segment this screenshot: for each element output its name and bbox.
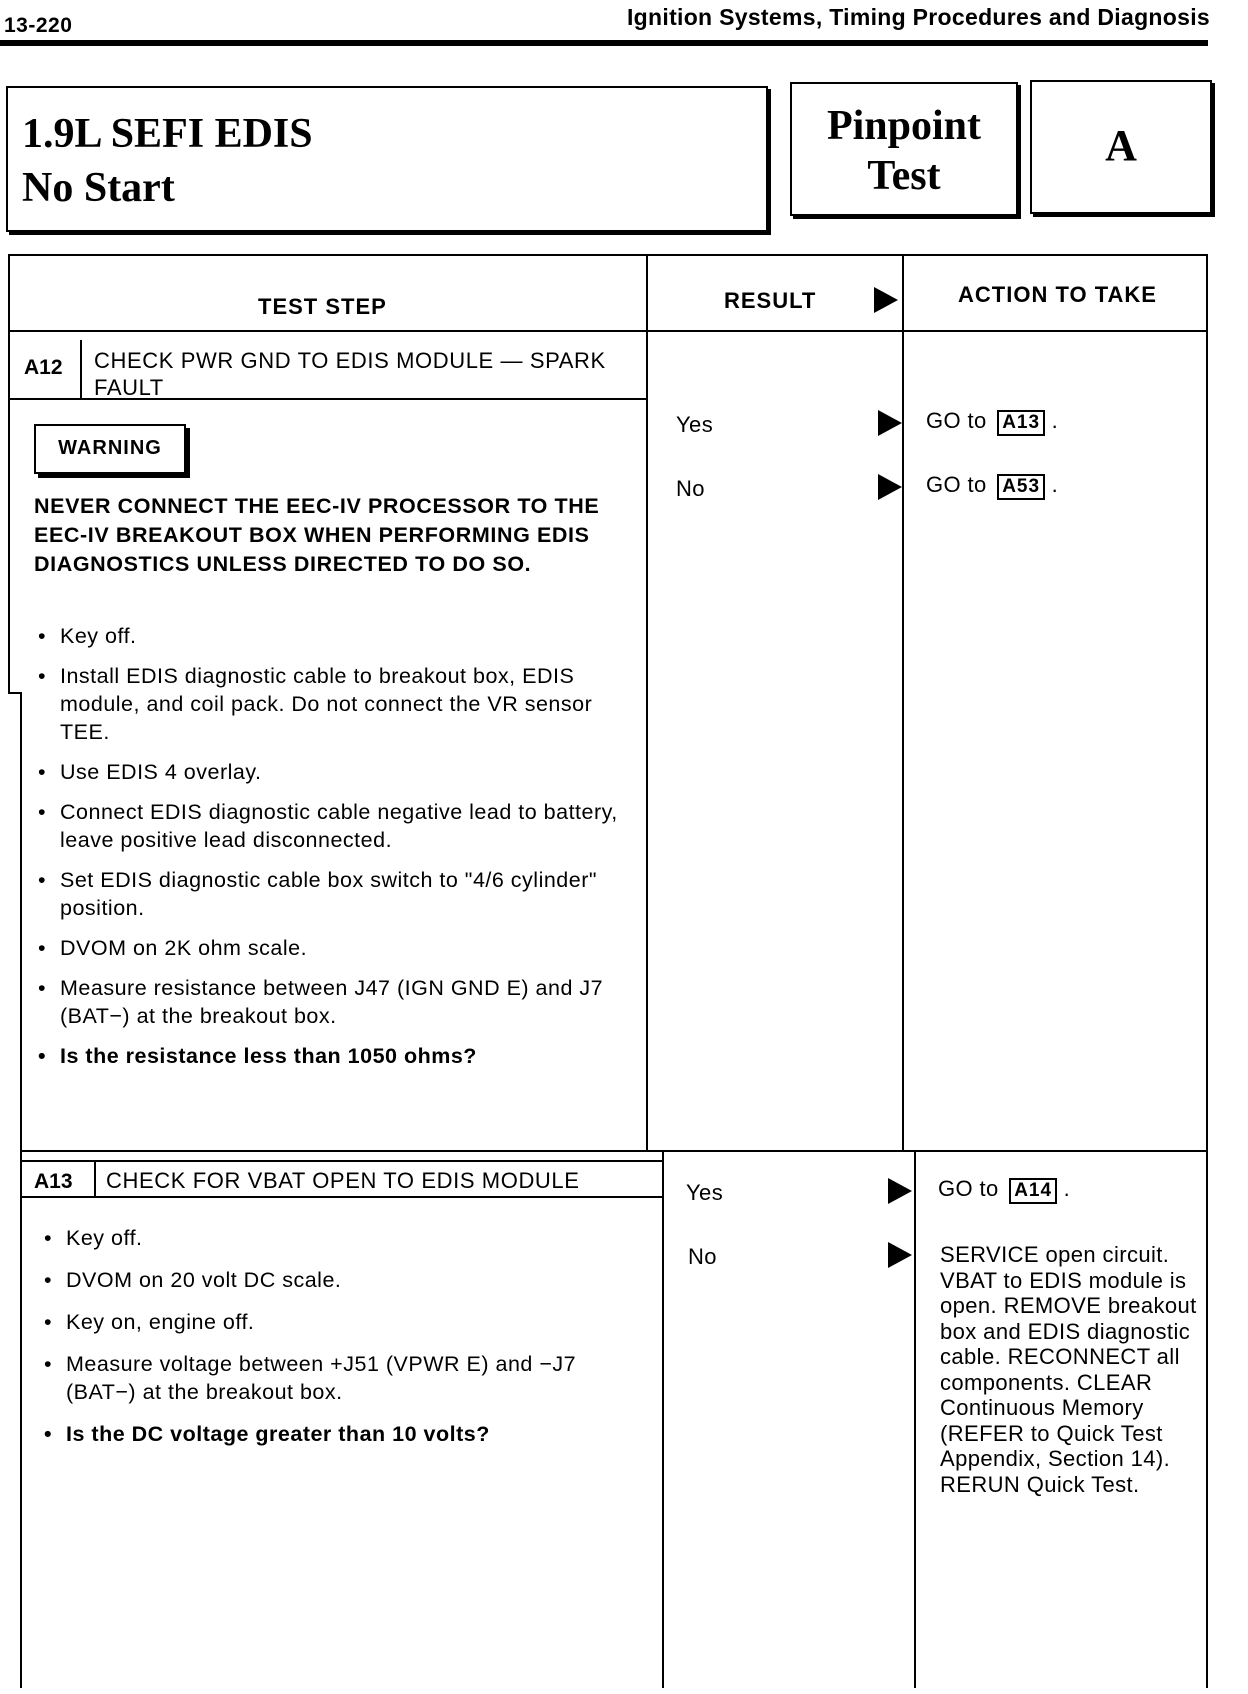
step-ref-a14[interactable]: A14 bbox=[1009, 1178, 1057, 1204]
test-letter-box bbox=[1030, 80, 1212, 214]
action-text: GO to bbox=[926, 472, 987, 497]
test-letter: A bbox=[1105, 121, 1137, 170]
col-header-action: ACTION TO TAKE bbox=[958, 282, 1157, 307]
list-item-question: • Is the resistance less than 1050 ohms? bbox=[34, 1042, 634, 1070]
action-goto-a13 bbox=[926, 408, 1058, 436]
col-divider-2-upper bbox=[902, 254, 904, 1150]
step-separator bbox=[20, 1150, 1208, 1152]
list-item: • Install EDIS diagnostic cable to breakout box, EDIS module, and coil pack. Do not connect the VR sensor TEE. bbox=[34, 662, 634, 746]
table-border-left-upper bbox=[8, 254, 10, 694]
result-arrow-icon bbox=[888, 1242, 912, 1268]
step-a12-title: CHECK PWR GND TO EDIS MODULE — SPARK FAULT bbox=[94, 348, 606, 400]
list-item: • Measure voltage between +J51 (VPWR E) and −J7 (BAT−) at the breakout box. bbox=[40, 1350, 650, 1406]
col-divider-1-upper bbox=[646, 254, 648, 1150]
action-goto-a53 bbox=[926, 472, 1058, 500]
list-item: • Key on, engine off. bbox=[40, 1308, 650, 1336]
table-header-rule bbox=[8, 330, 1208, 332]
page-number: 13-220 bbox=[4, 14, 73, 37]
result-yes: Yes bbox=[676, 412, 714, 437]
list-item: • Key off. bbox=[34, 622, 634, 650]
step-a13-corner bbox=[20, 1152, 22, 1154]
result-arrow-icon bbox=[878, 410, 902, 436]
table-border-left-join bbox=[8, 692, 22, 694]
procedure-title-box bbox=[6, 86, 768, 232]
result-arrow-icon bbox=[878, 474, 902, 500]
section-title: Ignition Systems, Timing Procedures and Diagnosis bbox=[626, 4, 1210, 30]
action-text: GO to bbox=[938, 1176, 999, 1201]
action-text: . bbox=[1051, 408, 1059, 433]
table-border-left-lower bbox=[20, 694, 22, 1688]
table-border-top bbox=[8, 254, 1208, 256]
warning-box bbox=[34, 424, 186, 474]
action-text: . bbox=[1063, 1176, 1071, 1201]
warning-text: NEVER CONNECT THE EEC-IV PROCESSOR TO THE EEC-IV BREAKOUT BOX WHEN PERFORMING EDIS DIAGNOSTICS UNLESS DIRECTED TO DO SO. bbox=[34, 494, 600, 576]
procedure-title: 1.9L SEFI EDIS bbox=[22, 111, 313, 157]
action-goto-a14 bbox=[938, 1176, 1070, 1204]
col-divider-2-lower bbox=[914, 1150, 916, 1688]
col-divider-1-lower bbox=[662, 1150, 664, 1688]
step-a13-title-rule-top bbox=[20, 1160, 662, 1162]
result-arrow-icon bbox=[888, 1178, 912, 1204]
test-type-line2: Test bbox=[867, 153, 941, 199]
step-a12-id: A12 bbox=[24, 356, 63, 379]
test-type-box bbox=[790, 82, 1018, 216]
col-header-test-step: TEST STEP bbox=[258, 294, 387, 319]
list-item: • Connect EDIS diagnostic cable negative lead to battery, leave positive lead disconnected. bbox=[34, 798, 634, 854]
result-yes: Yes bbox=[686, 1180, 724, 1205]
col-header-result: RESULT bbox=[724, 288, 817, 313]
step-a13-title-rule bbox=[20, 1196, 662, 1198]
list-item: • Use EDIS 4 overlay. bbox=[34, 758, 634, 786]
list-item: • Key off. bbox=[40, 1224, 650, 1252]
list-item: • DVOM on 2K ohm scale. bbox=[34, 934, 634, 962]
procedure-subtitle: No Start bbox=[22, 165, 175, 211]
list-item: • Set EDIS diagnostic cable box switch to "4/6 cylinder" position. bbox=[34, 866, 634, 922]
step-a12-instructions bbox=[34, 622, 634, 1070]
step-ref-a53[interactable]: A53 bbox=[997, 474, 1045, 500]
step-a13-title: CHECK FOR VBAT OPEN TO EDIS MODULE bbox=[106, 1168, 580, 1193]
list-item-question: • Is the DC voltage greater than 10 volts? bbox=[40, 1420, 650, 1448]
result-no: No bbox=[676, 476, 705, 501]
list-item: • DVOM on 20 volt DC scale. bbox=[40, 1266, 650, 1294]
step-a13-id-divider bbox=[94, 1162, 96, 1198]
action-service-open-circuit: SERVICE open circuit. VBAT to EDIS module is open. REMOVE breakout box and EDIS diagnostic cable. RECONNECT all components. CLEAR Continuous Memory (REFER to Quick Test Appendix, Section 14). RERUN Quick Test. bbox=[940, 1242, 1197, 1497]
step-a12-id-divider bbox=[80, 340, 82, 400]
header-rule bbox=[0, 40, 1208, 46]
warning-label: WARNING bbox=[58, 437, 162, 459]
step-a13-instructions bbox=[40, 1224, 650, 1448]
step-a13-id: A13 bbox=[34, 1170, 73, 1193]
action-text: . bbox=[1051, 472, 1059, 497]
action-text: GO to bbox=[926, 408, 987, 433]
list-item: • Measure resistance between J47 (IGN GND E) and J7 (BAT−) at the breakout box. bbox=[34, 974, 634, 1030]
result-header-arrow-icon bbox=[874, 287, 898, 313]
step-ref-a13[interactable]: A13 bbox=[997, 410, 1045, 436]
result-no: No bbox=[688, 1244, 717, 1269]
test-type-line1: Pinpoint bbox=[826, 103, 982, 149]
